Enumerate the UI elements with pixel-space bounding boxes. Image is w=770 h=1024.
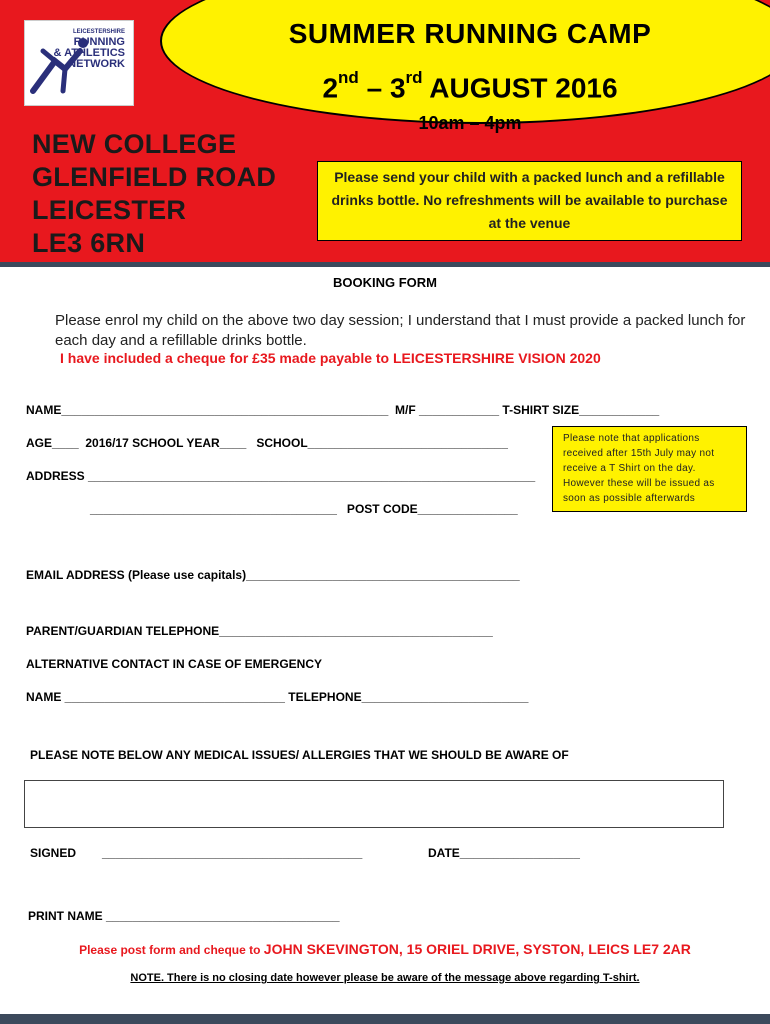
logo-text-1: LEICESTERSHIRE: [72, 29, 125, 35]
footer-divider: [0, 1014, 770, 1024]
logo-text-4: NETWORK: [68, 58, 125, 70]
emergency-heading: ALTERNATIVE CONTACT IN CASE OF EMERGENCY: [26, 657, 323, 671]
venue-line: LEICESTER: [32, 195, 187, 225]
event-time: 10am – 4pm: [418, 113, 522, 133]
logo-text-2: RUNNING: [73, 36, 125, 48]
lunch-note: Please send your child with a packed lunch and a refillable drinks bottle. No refreshments will be available to purchase at the venue: [317, 161, 742, 241]
tshirt-note: Please note that applications received after 15th July may not receive a T Shirt on the day. However these will be issued as soon as possible afterwards: [552, 426, 747, 512]
age-school-field[interactable]: AGE____ 2016/17 SCHOOL YEAR____ SCHOOL______________________________: [26, 436, 508, 450]
cheque-statement: I have included a cheque for £35 made payable to LEICESTERSHIRE VISION 2020: [60, 350, 601, 366]
header-divider: [0, 262, 770, 267]
venue-address: [32, 128, 276, 260]
post-instructions: [0, 941, 770, 957]
email-field[interactable]: EMAIL ADDRESS (Please use capitals)_________________________________________: [26, 568, 520, 582]
emergency-contact-field[interactable]: NAME _________________________________ TELEPHONE_________________________: [26, 690, 529, 704]
postcode-field[interactable]: _____________________________________ POST CODE_______________: [90, 502, 518, 516]
venue-line: GLENFIELD ROAD: [32, 162, 277, 192]
logo-text-3: & ATHLETICS: [53, 47, 125, 59]
form-title: BOOKING FORM: [333, 275, 437, 290]
network-logo: [24, 20, 134, 106]
event-dates: 2nd – 3rd AUGUST 2016: [322, 68, 618, 104]
signed-label: SIGNED: [30, 846, 77, 860]
date-field[interactable]: DATE__________________: [428, 846, 580, 860]
print-name-field[interactable]: PRINT NAME ___________________________________: [28, 909, 340, 923]
venue-line: LE3 6RN: [32, 228, 146, 258]
parent-telephone-field[interactable]: PARENT/GUARDIAN TELEPHONE_________________________________________: [26, 624, 493, 638]
post-address: JOHN SKEVINGTON, 15 ORIEL DRIVE, SYSTON, LEICS LE7 2AR: [263, 941, 691, 957]
address-field[interactable]: ADDRESS ___________________________________________________________________: [26, 469, 536, 483]
page-title: SUMMER RUNNING CAMP: [288, 18, 652, 49]
medical-heading: PLEASE NOTE BELOW ANY MEDICAL ISSUES/ ALLERGIES THAT WE SHOULD BE AWARE OF: [30, 748, 569, 762]
signature-field[interactable]: _______________________________________: [102, 846, 363, 860]
post-text: Please post form and cheque to: [79, 943, 264, 957]
enrol-statement: Please enrol my child on the above two day session; I understand that I must provide a packed lunch for each day and a refillable drinks bottle.: [55, 312, 746, 349]
name-field[interactable]: NAME_________________________________________________ M/F ____________ T-SHIRT SIZE____________: [26, 403, 660, 417]
venue-line: NEW COLLEGE: [32, 129, 237, 159]
medical-input[interactable]: [24, 780, 724, 828]
closing-note: NOTE. There is no closing date however please be aware of the message above regarding T-shirt.: [130, 972, 640, 984]
